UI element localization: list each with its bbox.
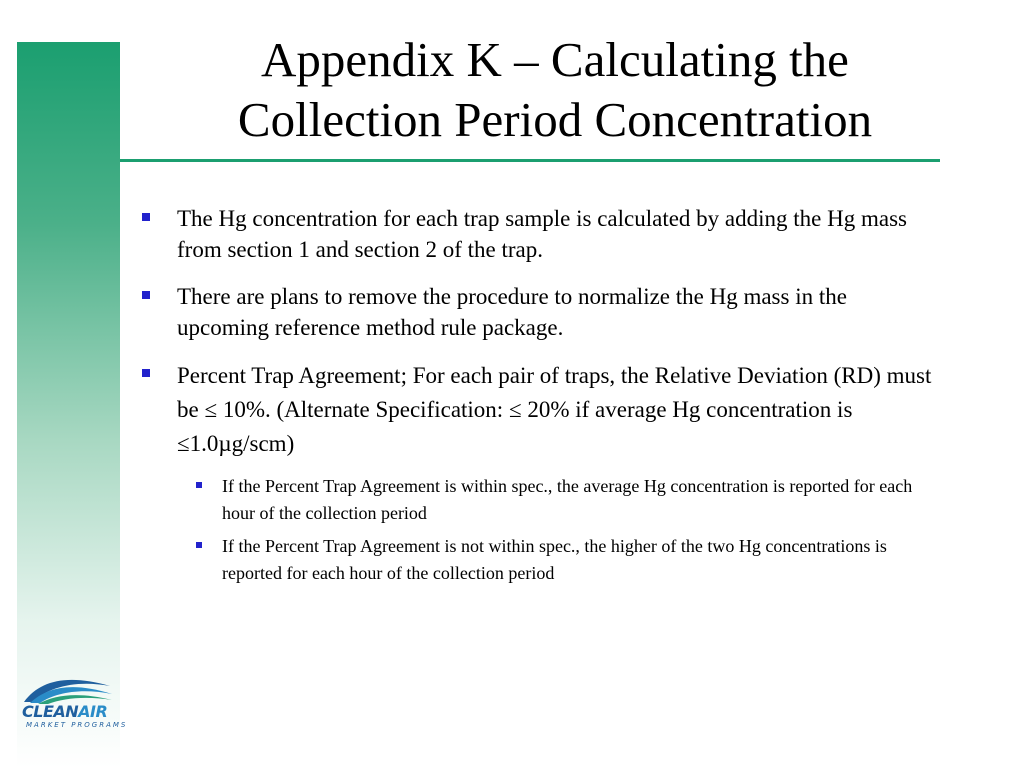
bullet-item: [140, 203, 940, 265]
side-gradient-bar: [17, 42, 120, 768]
square-bullet-icon: [196, 542, 202, 548]
clean-air-logo: [18, 672, 128, 732]
square-bullet-icon: [142, 291, 150, 299]
sub-bullet-item: [186, 473, 940, 527]
bullet-item: [140, 359, 940, 461]
logo-air-text: AIR: [78, 702, 108, 721]
title-line-1: Appendix K – Calculating the: [261, 32, 849, 87]
slide-title: [130, 30, 980, 150]
bullet-text: Percent Trap Agreement; For each pair of traps, the Relative Deviation (RD) must be ≤ 10%. (Alternate Specification: ≤ 20% if average Hg concentration is ≤1.0µg/scm): [177, 363, 932, 456]
square-bullet-icon: [142, 369, 150, 377]
sub-bullet-text: If the Percent Trap Agreement is not within spec., the higher of the two Hg concentrations is reported for each hour of the collection period: [222, 536, 887, 583]
bullet-text: There are plans to remove the procedure to normalize the Hg mass in the upcoming reference method rule package.: [177, 284, 847, 340]
title-line-2: Collection Period Concentration: [237, 92, 873, 147]
slide-content: [140, 203, 940, 597]
square-bullet-icon: [142, 213, 150, 221]
logo-clean-text: CLEAN: [22, 702, 79, 721]
logo-subtitle: MARKET PROGRAMS: [26, 721, 128, 729]
square-bullet-icon: [196, 482, 202, 488]
title-underline: [120, 159, 940, 162]
logo-wordmark: [22, 702, 107, 721]
sub-bullet-item: [186, 533, 940, 587]
bullet-item: [140, 281, 940, 343]
sub-bullet-text: If the Percent Trap Agreement is within spec., the average Hg concentration is reported for each hour of the collection period: [222, 476, 913, 523]
bullet-text: The Hg concentration for each trap sample is calculated by adding the Hg mass from section 1 and section 2 of the trap.: [177, 206, 907, 262]
wave-logo-icon: [18, 672, 114, 706]
